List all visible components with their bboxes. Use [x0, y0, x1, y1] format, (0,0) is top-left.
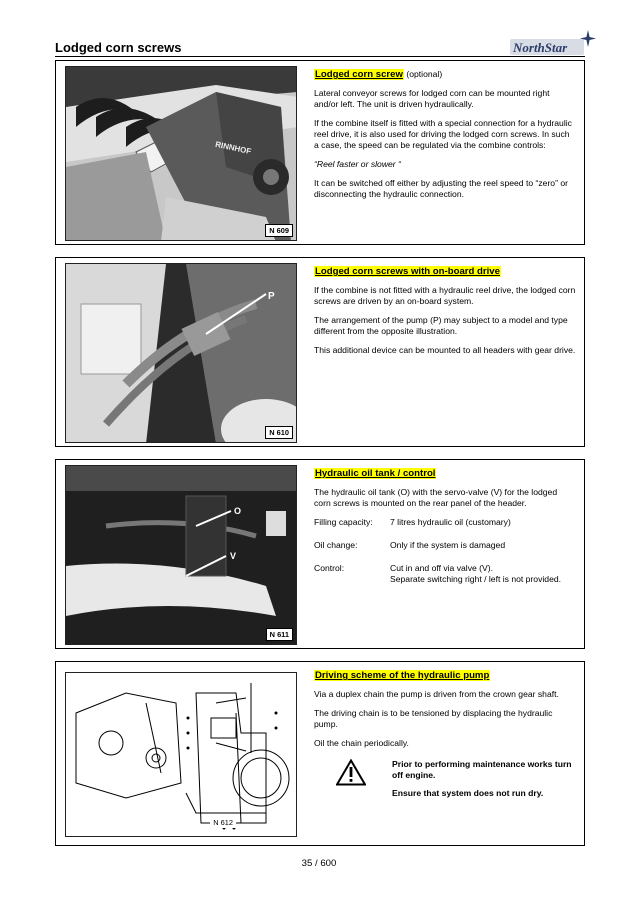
photo-brand-text: RINNHOF — [214, 139, 252, 157]
photo-code: N 612 — [210, 817, 236, 828]
driving-scheme-drawing — [66, 673, 297, 837]
photo-n609 — [65, 66, 297, 241]
section-text — [314, 69, 576, 200]
spec-key: Filling capacity: — [314, 517, 373, 527]
spec-row — [314, 540, 576, 551]
spec-value: 7 litres hydraulic oil (customary) — [390, 517, 511, 527]
warning-block — [314, 759, 576, 806]
spec-value: Separate switching right / left is not provided. — [390, 574, 562, 584]
warning-icon — [314, 759, 392, 806]
paragraph: Lateral conveyor screws for lodged corn can be mounted right and/or left. The unit is driven hydraulically. — [314, 88, 550, 109]
warning-line: Ensure that system does not run dry. — [392, 788, 544, 798]
photo-label-p: P — [268, 291, 275, 302]
section-title: Lodged corn screw — [315, 69, 403, 80]
header-rule — [55, 56, 585, 57]
quote: “Reel faster or slower “ — [314, 159, 401, 169]
paragraph: The arrangement of the pump (P) may subject to a model and type different from the opposite illustration. — [314, 315, 568, 336]
photo-n612 — [65, 672, 297, 837]
paragraph: Oil the chain periodically. — [314, 738, 409, 748]
optional-label: (optional) — [406, 69, 443, 79]
corn-screw-photo-image — [66, 67, 297, 241]
paragraph: Via a duplex chain the pump is driven from the crown gear shaft. — [314, 689, 559, 699]
photo-code: N 609 — [265, 224, 293, 237]
spec-value-group — [390, 563, 576, 585]
spec-row — [314, 517, 576, 528]
spec-value: Cut in and off via valve (V). — [390, 563, 494, 573]
photo-label-v: V — [230, 551, 237, 561]
warning-text — [392, 759, 576, 806]
section-title: Driving scheme of the hydraulic pump — [315, 670, 490, 681]
spec-row — [314, 563, 576, 585]
section-text — [314, 266, 576, 356]
svg-text:NorthStar: NorthStar — [513, 40, 568, 55]
photo-code: N 610 — [265, 426, 293, 439]
section-title: Hydraulic oil tank / control — [315, 468, 436, 479]
section-hydraulic-oil-tank — [55, 459, 585, 649]
paragraph: This additional device can be mounted to all headers with gear drive. — [314, 345, 576, 355]
spec-value: Only if the system is damaged — [390, 540, 506, 550]
paragraph: If the combine itself is fitted with a special connection for a hydraulic reel drive, it is also used for driving the lodged corn screws. In such a case, the speed can be regulated via the combine controls: — [314, 118, 572, 150]
photo-n610 — [65, 263, 297, 443]
photo-code: N 611 — [266, 628, 293, 641]
section-lodged-corn-screw — [55, 60, 585, 245]
section-text — [314, 670, 576, 806]
paragraph: The hydraulic oil tank (O) with the servo-valve (V) for the lodged corn screws is mounted on the rear panel of the header. — [314, 487, 558, 508]
spec-key: Control: — [314, 563, 345, 573]
paragraph: It can be switched off either by adjusting the reel speed to “zero” or disconnecting the hydraulic connection. — [314, 178, 568, 199]
section-driving-scheme — [55, 661, 585, 846]
page-number: 35 / 600 — [301, 858, 337, 869]
paragraph: The driving chain is to be tensioned by displacing the hydraulic pump. — [314, 708, 553, 729]
photo-label-o: O — [234, 506, 242, 516]
photo-n611 — [65, 465, 297, 645]
page-title: Lodged corn screws — [55, 40, 182, 55]
warning-line: Prior to performing maintenance works turn off engine. — [392, 759, 572, 780]
oil-tank-photo-image — [66, 466, 297, 645]
section-text — [314, 468, 576, 585]
spec-key: Oil change: — [314, 540, 358, 550]
section-onboard-drive — [55, 257, 585, 447]
paragraph: If the combine is not fitted with a hydraulic reel drive, the lodged corn screws are driven by an on-board system. — [314, 285, 576, 306]
pump-photo-image — [66, 264, 297, 443]
section-title: Lodged corn screws with on-board drive — [315, 266, 500, 277]
